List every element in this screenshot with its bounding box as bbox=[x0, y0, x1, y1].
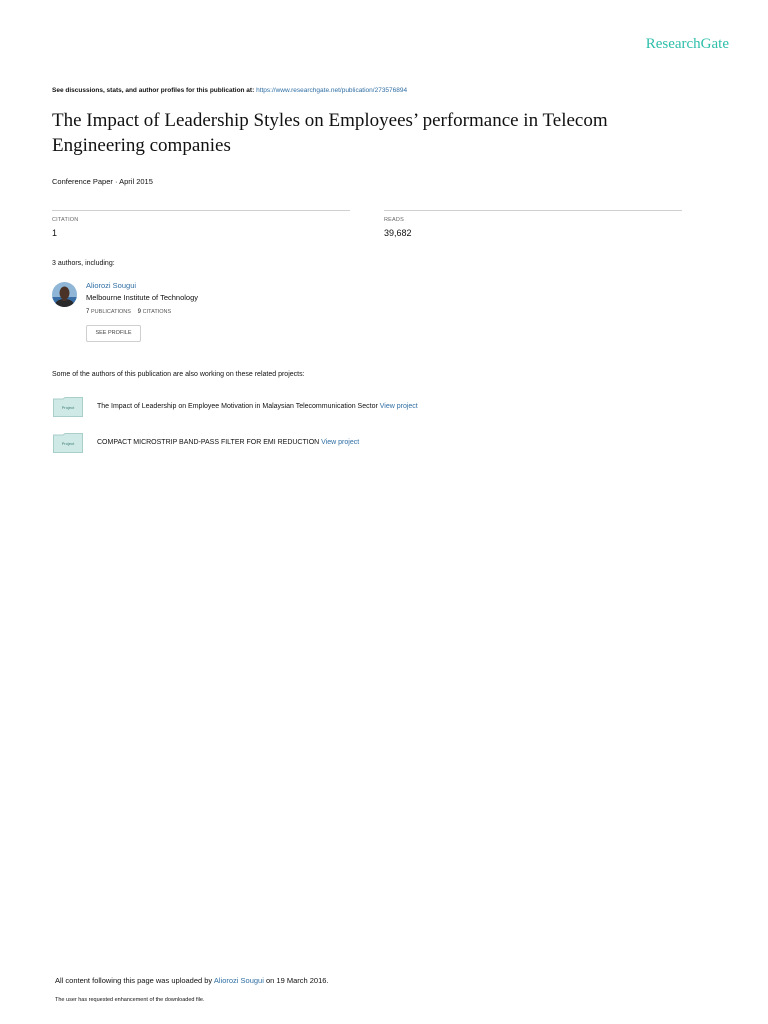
enhancement-note: The user has requested enhancement of the downloaded file. bbox=[55, 997, 205, 1003]
project-title: COMPACT MICROSTRIP BAND-PASS FILTER FOR EMI REDUCTION bbox=[97, 439, 320, 446]
publication-url-link[interactable]: https://www.researchgate.net/publication/273576894 bbox=[256, 87, 408, 94]
project-badge: Project bbox=[61, 441, 75, 446]
discussion-lead: See discussions, stats, and author profiles for this publication at: bbox=[52, 87, 255, 94]
view-project-link[interactable]: View project bbox=[379, 403, 418, 410]
reads-value: 39,682 bbox=[384, 228, 412, 238]
discussion-line bbox=[52, 87, 407, 94]
author-name-link[interactable]: Aliorozi Sougui bbox=[86, 281, 137, 290]
publications-label: PUBLICATIONS bbox=[91, 309, 131, 315]
publications-count: 7 bbox=[86, 309, 90, 315]
upload-lead: All content following this page was uploaded by bbox=[55, 976, 213, 985]
project-title: The Impact of Leadership on Employee Motivation in Malaysian Telecommunication Sector bbox=[97, 403, 378, 410]
reads-label: READS bbox=[384, 217, 404, 223]
project-item bbox=[97, 403, 418, 410]
see-profile-button[interactable]: SEE PROFILE bbox=[86, 325, 141, 342]
citation-value: 1 bbox=[52, 228, 58, 238]
citation-label: CITATION bbox=[52, 217, 79, 223]
reads-divider bbox=[384, 210, 682, 211]
uploader-link[interactable]: Aliorozi Sougui bbox=[213, 976, 264, 985]
view-project-link[interactable]: View project bbox=[321, 439, 360, 446]
project-folder-icon bbox=[53, 433, 83, 453]
author-avatar[interactable] bbox=[52, 282, 77, 307]
project-item bbox=[97, 439, 359, 446]
authors-heading: 3 authors, including: bbox=[52, 260, 115, 267]
avatar-image bbox=[52, 282, 77, 307]
publication-type: Conference Paper · April 2015 bbox=[52, 177, 153, 186]
citation-divider bbox=[52, 210, 350, 211]
projects-heading: Some of the authors of this publication are also working on these related projects: bbox=[52, 371, 305, 378]
citations-label: CITATIONS bbox=[142, 309, 172, 315]
researchgate-logo[interactable]: ResearchGate bbox=[645, 36, 729, 52]
upload-notice bbox=[55, 976, 329, 985]
paper-title: The Impact of Leadership Styles on Employees’ performance in Telecom Engineering companies bbox=[52, 110, 608, 156]
upload-date: on 19 March 2016. bbox=[265, 976, 329, 985]
project-folder-icon bbox=[53, 397, 83, 417]
author-institution: Melbourne Institute of Technology bbox=[86, 293, 199, 302]
project-badge: Project bbox=[61, 405, 75, 410]
author-stats bbox=[86, 309, 171, 315]
citations-count: 9 bbox=[137, 309, 141, 315]
